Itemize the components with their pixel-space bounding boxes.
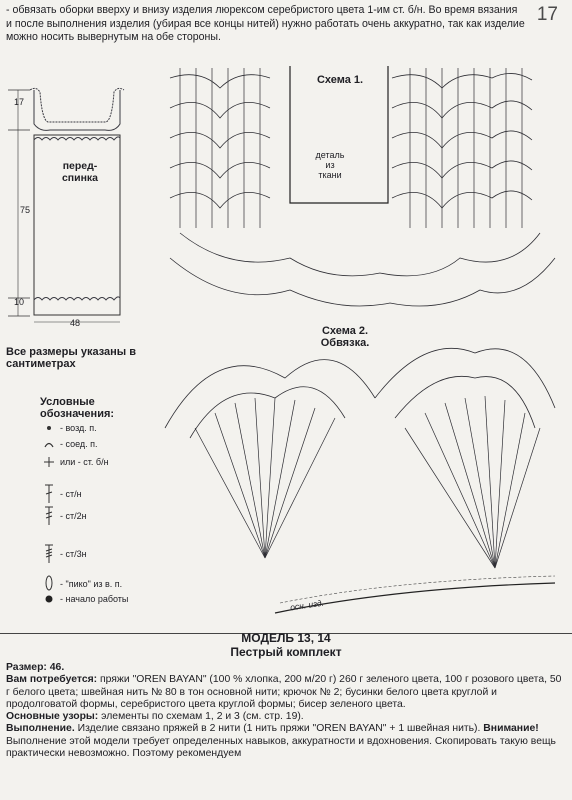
scheme-2-title: Схема 2. Обвязка.: [320, 325, 370, 349]
attention-label: Внимание!: [483, 723, 539, 735]
scheme-1-title: Схема 1.: [316, 74, 364, 86]
need-label: Вам потребуется:: [6, 674, 98, 686]
scheme-1-center-label: деталь из ткани: [315, 150, 345, 180]
legend-item-chain: [42, 421, 97, 435]
label-front-back: перед- спинка: [61, 160, 99, 184]
intro-paragraph: - обвязать оборки вверху и внизу изделия люрексом серебристого цвета 1-им ст. б/н. Во время вязания и после выполнения изделия (убирая все концы нитей) нужно работать очень аккуратно, так как изделие можно носить вывернутым на обе стороны.: [6, 4, 525, 43]
patterns-text: элементы по схемам 1, 2 и 3 (см. стр. 19).: [98, 711, 304, 723]
chain-dot-icon: [42, 421, 56, 435]
picot-icon: [42, 575, 56, 593]
legend-text: или - ст. б/н: [60, 457, 109, 467]
dim-75: 75: [20, 205, 31, 215]
slip-stitch-icon: [42, 437, 56, 451]
legend-item-double-2: [42, 506, 87, 526]
execution-label: Выполнение.: [6, 723, 75, 735]
model-title: МОДЕЛЬ 13, 14: [241, 631, 331, 645]
legend-item-picot: [42, 575, 122, 593]
legend-text: - начало работы: [60, 594, 129, 604]
scheme-1-diagram: [160, 58, 570, 313]
legend-item-triple: [42, 544, 87, 564]
scheme-2-diagram: [135, 318, 567, 618]
double-crochet-icon: [42, 484, 56, 504]
need-text: пряжи "OREN BAYAN" (100 % хлопка, 200 м/20 г) 260 г зеленого цвета, 100 г розового цвета, 50 г белого цвета; швейная нить № 80 в тон основной нити; крючок № 2; бусинки белого цвета круглой и продолговатой формы, серебристого цвета круглой формы; бисер зеленого цвета.: [6, 674, 562, 710]
legend-text: - ст/3н: [60, 549, 87, 559]
legend-item-double: [42, 484, 82, 504]
size-label: Размер: 46.: [6, 662, 65, 673]
legend-text: - ст/н: [60, 489, 82, 499]
legend-text: - соед. п.: [60, 439, 98, 449]
sizes-note: Все размеры указаны в сантиметрах: [6, 346, 136, 370]
patterns-label: Основные узоры:: [6, 711, 99, 723]
legend-text: - "пико" из в. п.: [60, 579, 123, 589]
execution-text: Изделие связано пряжей в 2 нити (1 нить пряжи "OREN BAYAN" + 1 швейная нить).: [74, 723, 484, 735]
dim-10: 10: [14, 297, 25, 307]
scheme-2-edge-label: осн. изд.: [289, 597, 325, 613]
dim-48: 48: [70, 318, 81, 328]
model-body-text: [6, 662, 562, 760]
attention-text: Выполнение этой модели требует определенных навыков, аккуратности и вдохновения. Скопировать такую вещь практически невозможно. Поэтому рекомендуем: [6, 735, 556, 760]
model-subtitle: Пестрый комплект: [230, 645, 342, 659]
legend-item-single: [42, 455, 109, 469]
legend-title: Условные обозначения:: [40, 396, 115, 420]
page-number: 17: [536, 4, 558, 25]
double-2-icon: [42, 506, 56, 526]
start-icon: [42, 592, 56, 606]
single-crochet-icon: [42, 455, 56, 469]
legend-item-start: [42, 592, 128, 606]
legend-text: - возд. п.: [60, 423, 97, 433]
dim-17: 17: [14, 97, 25, 107]
triple-3-icon: [42, 544, 56, 564]
legend-item-slip: [42, 437, 98, 451]
legend-text: - ст/2н: [60, 511, 87, 521]
